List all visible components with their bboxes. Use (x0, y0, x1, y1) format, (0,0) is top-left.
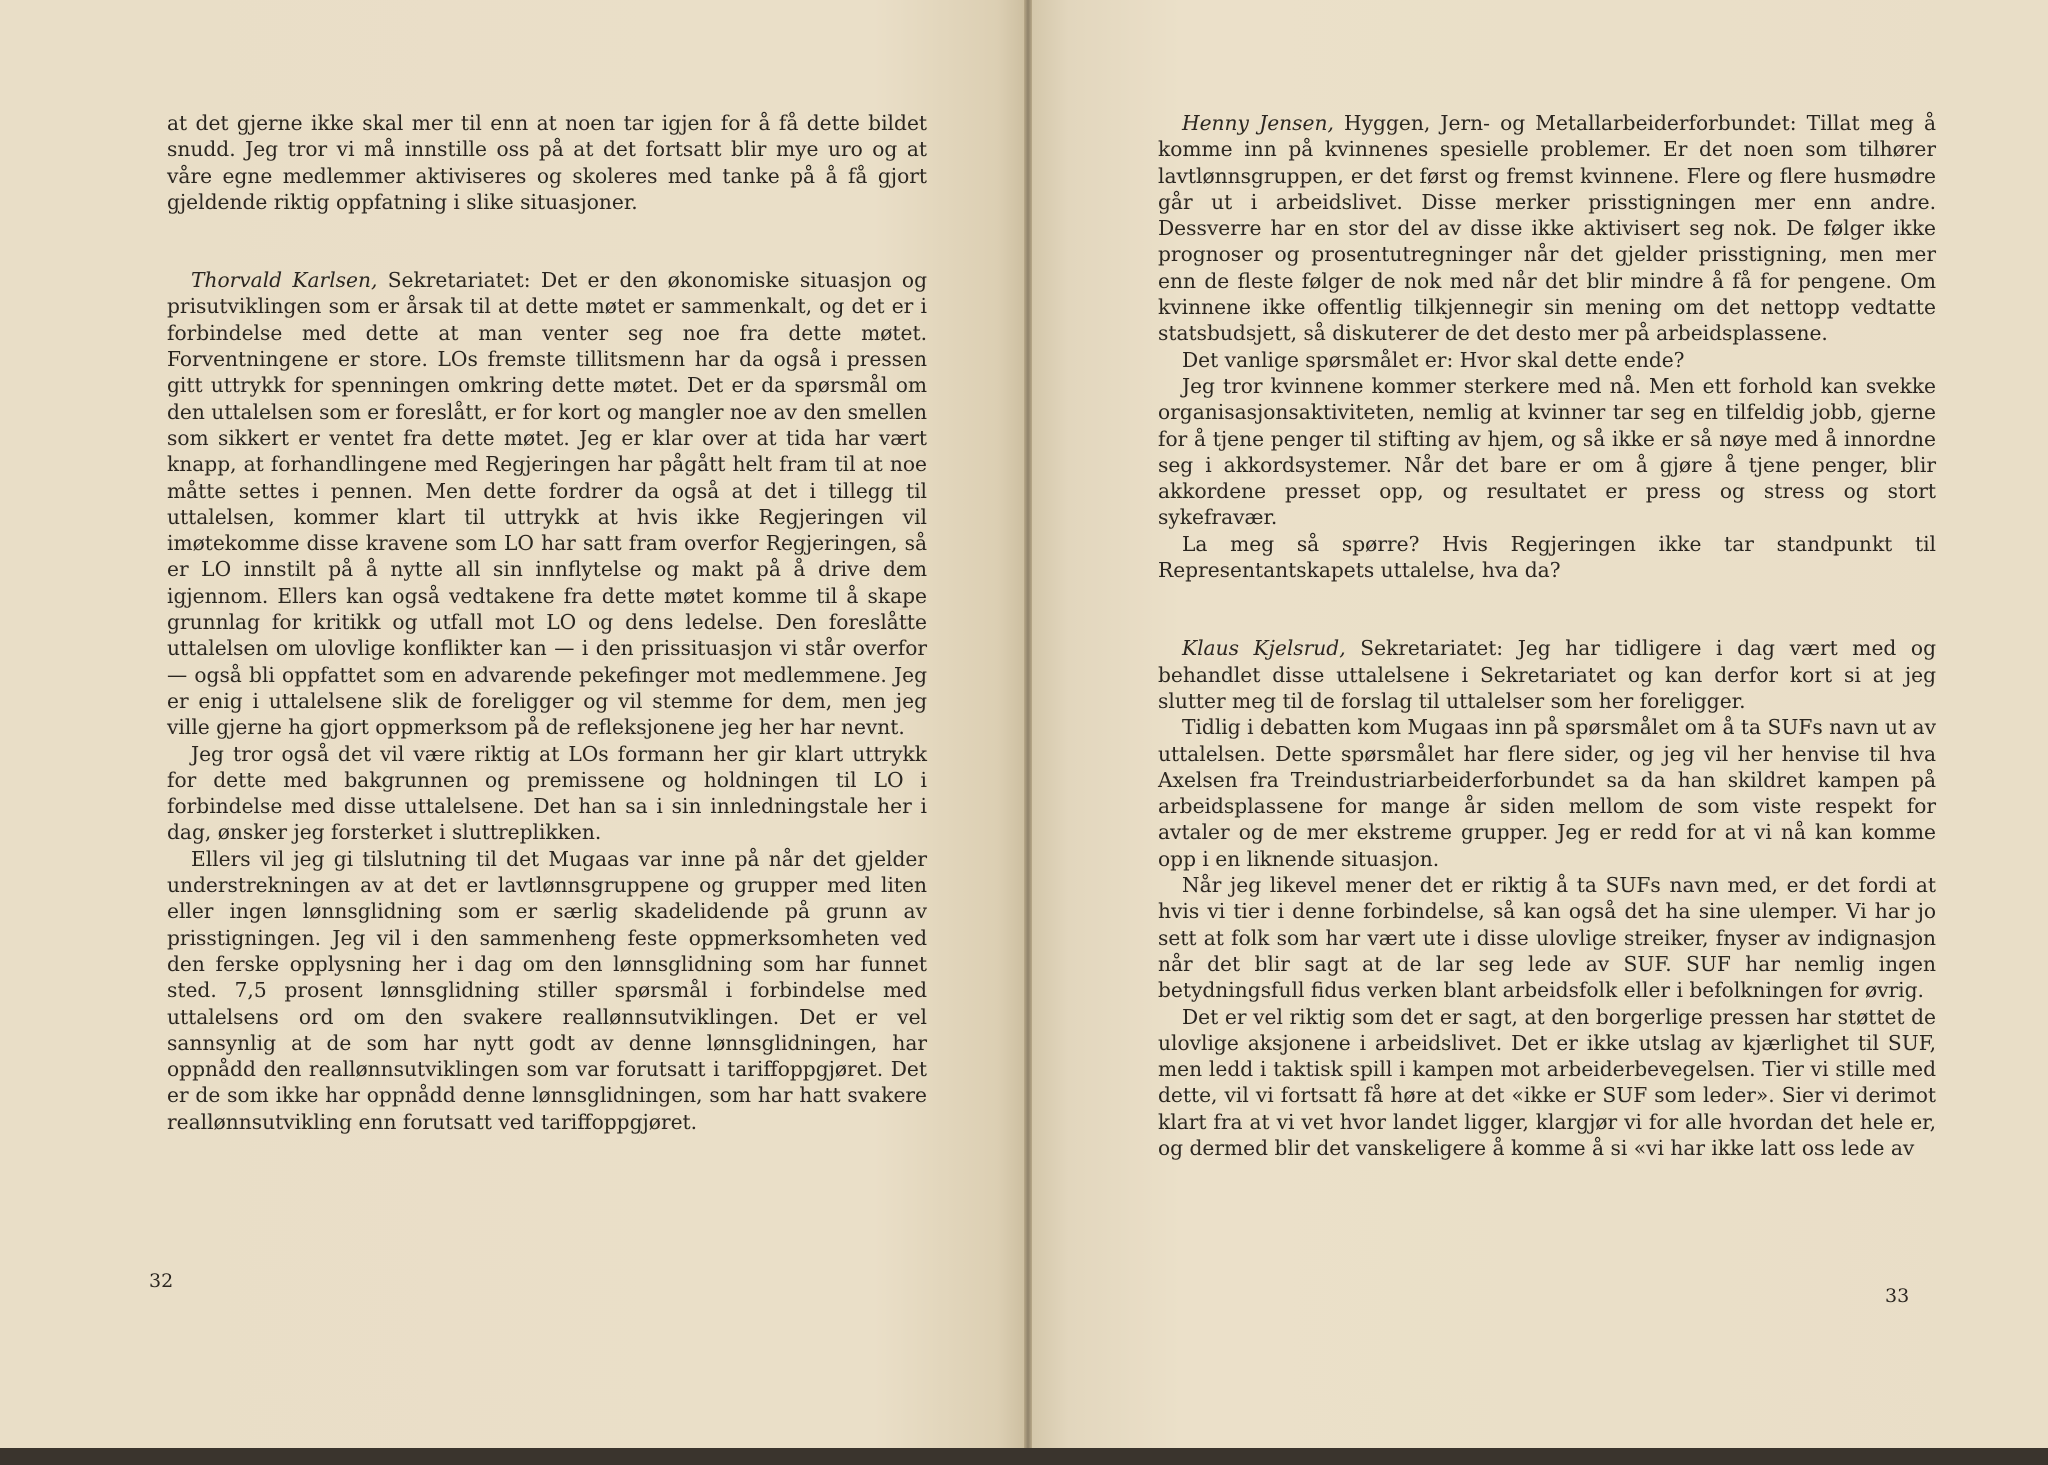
speaker-name: Thorvald Karlsen, (191, 268, 378, 293)
paragraph (167, 741, 927, 846)
paragraph-text: Sekretariatet: Det er den økonomiske situasjon og prisutviklingen som er årsak til at dette møtet er sammenkalt, og det er i forbindelse med dette at man venter seg noe fra dette møtet. Forventningene er store. LOs fremste tillitsmenn har da også i pressen gitt uttrykk for spenningen omkring dette møtet. Det er da spørsmål om den uttalelsen som er foreslått, er for kort og mangler noe av den smellen som sikkert er ventet fra dette møtet. Jeg er klar over at tida har vært knapp, at forhandlingene med Regjeringen har pågått helt fram til at noe måtte settes i pennen. Men dette fordrer da også at det i tillegg til uttalelsen, kommer klart til uttrykk at hvis ikke Regjeringen vil imøtekomme disse kravene som LO har satt fram overfor Regjeringen, så er LO innstilt på å nytte all sin innflytelse og makt på å drive dem igjennom. Ellers kan også vedtakene fra dette møtet komme til å skape grunnlag for kritikk og utfall mot LO og dens ledelse. Den foreslåtte uttalelsen om ulovlige konflikter kan — i den prissituasjon vi står overfor — også bli oppfattet som en advarende pekefinger mot medlemmene. Jeg er enig i uttalelsene slik de foreligger og vil stemme for dem, men jeg ville gjerne ha gjort oppmerksom på de refleksjonene jeg her har nevnt. (167, 268, 927, 740)
paragraph (1158, 1004, 1936, 1162)
paragraph (167, 110, 927, 215)
paragraph (1158, 872, 1936, 1003)
left-page-text (167, 110, 927, 1135)
paragraph (1158, 531, 1936, 584)
paragraph-text: Det vanlige spørsmålet er: Hvor skal dette ende? (1182, 347, 1685, 372)
book-gutter (1024, 0, 1032, 1465)
paragraph-text: Jeg tror kvinnene kommer sterkere med nå. Men ett forhold kan svekke organisasjonsaktiviteten, nemlig at kvinner tar seg en tilfeldig jobb, gjerne for å tjene penger til stifting av hjem, og så ikke er så nøye med å innordne seg i akkordsystemer. Når det bare er om å gjøre å tjene penger, blir akkordene presset opp, og resultatet er press og stress og stort sykefravær. (1158, 373, 1936, 530)
speaker-paragraph (167, 267, 927, 740)
paragraph-text: Ellers vil jeg gi tilslutning til det Mugaas var inne på når det gjelder understrekningen av at det er lavtlønnsgruppene og grupper med liten eller ingen lønnsglidning som er særlig skadelidende på grunn av prisstigningen. Jeg vil i den sammenheng feste oppmerksomheten ved den ferske opplysning her i dag om den lønnsglidning som har funnet sted. 7,5 prosent lønnsglidning stiller spørsmål i forbindelse med uttalelsens ord om den svakere reallønnsutviklingen. Det er vel sannsynlig at de som har nytt godt av denne lønnsglidningen, har oppnådd den reallønnsutviklingen som var forutsatt i tariffoppgjøret. Det er de som ikke har oppnådd denne lønnsglidningen, som har hatt svakere reallønnsutvikling enn forutsatt ved tariffoppgjøret. (167, 846, 927, 1134)
speaker-paragraph (1158, 635, 1936, 714)
right-page-text (1158, 110, 1936, 1161)
paragraph-text: Hyggen, Jern- og Metallarbeiderforbundet: Tillat meg å komme inn på kvinnenes spesielle problemer. Er det noen som tilhører lavtlønnsgruppen, er det først og fremst kvinnene. Flere og flere husmødre går ut i arbeidslivet. Disse merker prisstigningen mer enn andre. Dessverre har en stor del av disse ikke aktivisert seg nok. De følger ikke prognoser og prosentutregninger når det gjelder prisstigning, men mer enn de fleste følger de nok med når det blir mindre å få for pengene. Om kvinnene ikke offentlig tilkjennegir sin mening om det nettopp vedtatte statsbudsjett, så diskuterer de det desto mer på arbeidsplassene. (1158, 111, 1936, 346)
paragraph-text: Det er vel riktig som det er sagt, at den borgerlige pressen har støttet de ulovlige aksjonene i arbeidslivet. Det er ikke utslag av kjærlighet til SUF, men ledd i taktisk spill i kampen mot arbeiderbevegelsen. Tier vi stille med dette, vil vi fortsatt få høre at det «ikke er SUF som leder». Sier vi derimot klart fra at vi vet hvor landet ligger, klargjør vi for alle hvordan det hele er, og dermed blir det vanskeligere å komme å si «vi har ikke latt oss lede av (1158, 1004, 1936, 1160)
paragraph-text: Sekretariatet: Jeg har tidligere i dag vært med og behandlet disse uttalelsene i Sekretariatet og kan derfor kort si at jeg slutter meg til de forslag til uttalelser som her foreligger. (1158, 636, 1936, 713)
right-page (1028, 0, 2048, 1465)
paragraph-text: La meg så spørre? Hvis Regjeringen ikke tar standpunkt til Representantskapets uttalelse, hva da? (1158, 531, 1936, 583)
paragraph-text: at det gjerne ikke skal mer til enn at noen tar igjen for å få dette bildet snudd. Jeg tror vi må innstille oss på at det fortsatt blir mye uro og at våre egne medlemmer aktiviseres og skoleres med tanke på å få gjort gjeldende riktig oppfatning i slike situasjoner. (167, 111, 927, 214)
page-number: 32 (149, 1270, 174, 1292)
scan-bottom-edge (0, 1448, 2048, 1465)
paragraph (167, 846, 927, 1135)
paragraph (1158, 347, 1936, 373)
paragraph-text: Tidlig i debatten kom Mugaas inn på spørsmålet om å ta SUFs navn ut av uttalelsen. Dette spørsmålet har flere sider, og jeg vil her henvise til hva Axelsen fra Treindustriarbeiderforbundet sa da han skildret kampen på arbeidsplassene for mange år siden mellom de som viste respekt for avtaler og de mer ekstreme grupper. Jeg er redd for at vi nå kan komme opp i en liknende situasjon. (1158, 715, 1936, 871)
paragraph-text: Når jeg likevel mener det er riktig å ta SUFs navn med, er det fordi at hvis vi tier i denne forbindelse, så kan også det ha sine ulemper. Vi har jo sett at folk som har vært ute i disse ulovlige streiker, fnyser av indignasjon når det blir sagt at de lar seg lede av SUF. SUF har nemlig ingen betydningsfull fidus verken blant arbeidsfolk eller i befolkningen for øvrig. (1158, 873, 1936, 1003)
speaker-paragraph (1158, 110, 1936, 347)
page-number: 33 (1885, 1285, 1910, 1307)
paragraph (1158, 373, 1936, 531)
speaker-name: Klaus Kjelsrud, (1182, 636, 1346, 661)
paragraph-text: Jeg tror også det vil være riktig at LOs formann her gir klart uttrykk for dette med bakgrunnen og premissene og holdningen til LO i forbindelse med disse uttalelsene. Det han sa i sin innledningstale her i dag, ønsker jeg forsterket i sluttreplikken. (167, 741, 927, 845)
paragraph (1158, 714, 1936, 872)
speaker-name: Henny Jensen, (1182, 111, 1334, 135)
